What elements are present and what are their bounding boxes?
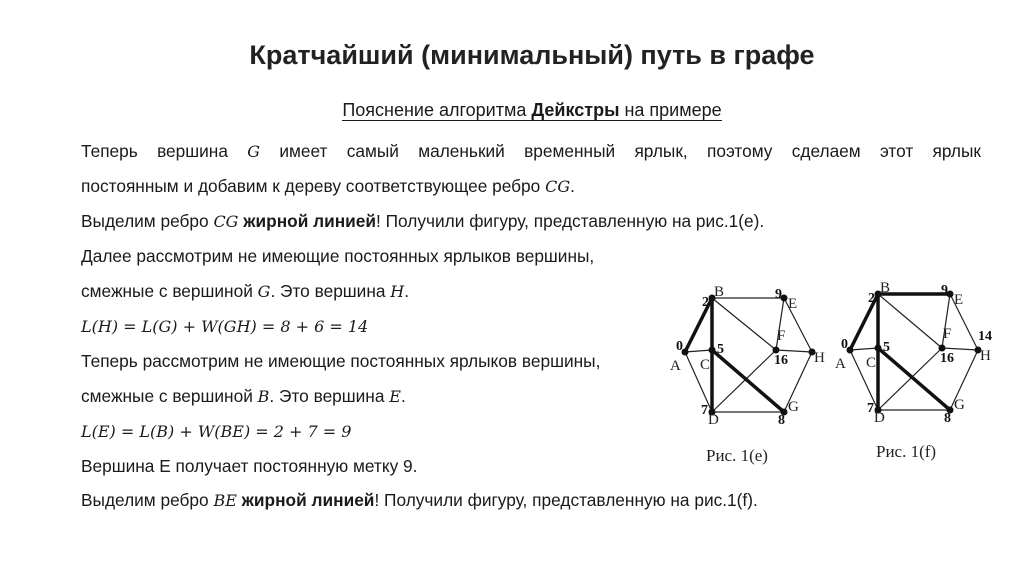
vertex-a: A (670, 358, 681, 374)
paragraph-line-7 (81, 351, 600, 372)
vertex-f: F (943, 326, 952, 342)
text: . Это вершина (270, 281, 391, 301)
weight-b: 2 (868, 291, 875, 306)
math-g: G (247, 142, 261, 161)
vertex-g: G (954, 397, 965, 413)
math-g: G (257, 282, 271, 301)
text: смежные с вершиной (81, 386, 258, 406)
weight-b: 2 (702, 295, 709, 310)
text: ! Получили фигуру, представленную на рис.1(f). (374, 490, 758, 510)
text: имеет самый маленький временный ярлык, поэтому сделаем этот ярлык (260, 141, 981, 161)
text: постоянным и добавим к дереву соответствующее ребро (81, 176, 546, 196)
text: Теперь вершина (81, 141, 248, 161)
figure-caption-f: Рис. 1(f) (876, 442, 937, 461)
weight-d: 7 (867, 401, 874, 416)
formula-lh (81, 316, 368, 337)
graph-figure-e (664, 278, 839, 468)
weight-c: 5 (717, 342, 724, 357)
formula-le (81, 421, 351, 442)
text: . (400, 386, 406, 406)
paragraph-line-1 (81, 141, 981, 162)
weight-h: 14 (978, 329, 992, 344)
weight-e: 9 (941, 283, 948, 298)
graph-figure-f (832, 278, 1012, 468)
vertex-h: H (980, 348, 991, 364)
weight-c: 5 (883, 340, 890, 355)
text: . (570, 176, 575, 196)
math-cg: CG (213, 212, 239, 231)
paragraph-line-10 (81, 456, 417, 477)
vertex-c: C (700, 357, 711, 373)
weight-g: 8 (944, 411, 951, 426)
paragraph-line-8 (81, 386, 406, 407)
paragraph-line-5 (81, 281, 409, 302)
vertex-g: G (788, 399, 799, 415)
text: Вершина E получает постоянную метку 9. (81, 456, 418, 476)
text: смежные с вершиной (81, 281, 258, 301)
weight-f: 16 (774, 353, 788, 368)
weight-d: 7 (701, 403, 708, 418)
subtitle-text (342, 100, 721, 121)
vertex-h: H (814, 350, 825, 366)
subtitle-suffix: на примере (619, 100, 722, 120)
math-be: BE (213, 491, 237, 510)
vertex-f: F (777, 328, 786, 344)
text: Выделим ребро (81, 490, 214, 510)
text: . Это вершина (269, 386, 390, 406)
paragraph-line-11 (81, 490, 758, 511)
weight-f: 16 (940, 351, 954, 366)
formula: L(H) = L(G) + W(GH) = 8 + 6 = 14 (81, 317, 369, 336)
vertex-d: D (708, 412, 719, 428)
weight-a: 0 (676, 339, 683, 354)
vertex-a: A (835, 356, 846, 372)
weight-e: 9 (775, 287, 782, 302)
text: . (404, 281, 410, 301)
math-b: B (257, 387, 270, 406)
math-cg: CG (545, 177, 571, 196)
math-e: E (389, 387, 401, 406)
vertex-e: E (788, 296, 798, 312)
vertex-d: D (874, 410, 885, 426)
vertex-b: B (880, 280, 891, 296)
bold-text: жирной линией (238, 211, 377, 231)
paragraph-line-4 (81, 246, 594, 267)
subtitle (0, 100, 1024, 121)
graph-svg-e (664, 278, 839, 468)
paragraph-line-2 (81, 176, 575, 197)
text: ! Получили фигуру, представленную на рис.1(e). (376, 211, 765, 231)
math-h: H (390, 282, 405, 301)
text: Теперь рассмотрим не имеющие постоянных ярлыков вершины, (81, 351, 601, 371)
slide-title: Кратчайший (минимальный) путь в графе (249, 40, 815, 70)
vertex-b: B (714, 284, 725, 300)
vertex-c: C (866, 355, 877, 371)
graph-svg-f (832, 278, 1012, 468)
weight-a: 0 (841, 337, 848, 352)
paragraph-line-3 (81, 211, 764, 232)
vertex-e: E (954, 292, 964, 308)
weight-g: 8 (778, 413, 785, 428)
subtitle-bold: Дейкстры (531, 100, 620, 120)
figure-caption-e: Рис. 1(e) (706, 446, 768, 465)
subtitle-prefix: Пояснение алгоритма (342, 100, 532, 120)
formula: L(E) = L(B) + W(BE) = 2 + 7 = 9 (81, 422, 352, 441)
text: Выделим ребро (81, 211, 214, 231)
text: Далее рассмотрим не имеющие постоянных ярлыков вершины, (81, 246, 595, 266)
bold-text: жирной линией (236, 490, 375, 510)
